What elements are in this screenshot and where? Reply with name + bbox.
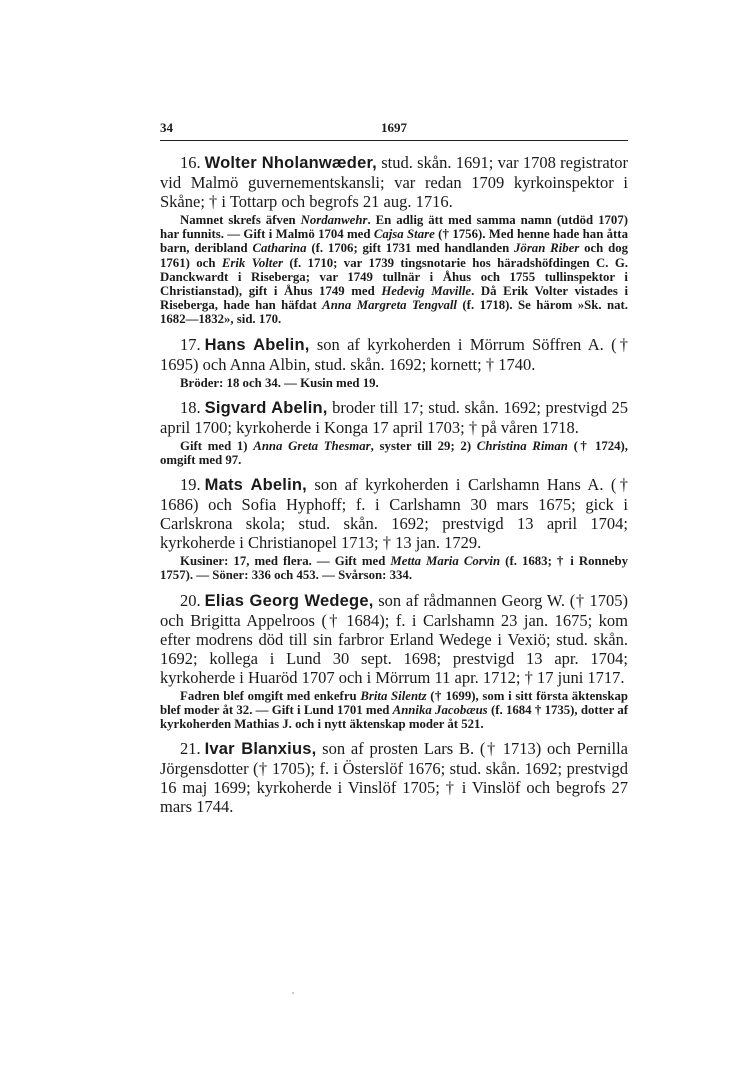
entry-list <box>160 153 628 816</box>
note-italic-name: Christina Riman <box>476 438 568 453</box>
book-page <box>160 118 628 824</box>
note-text: (f. 1710; var 1739 tingsnotarie hos häradshöfdingen C. G. Danckwardt i Riseberga; var 1749 tullnär i Åhus och 1755 tullinspektor i Christianstad), gift i Åhus 1749 med <box>160 255 628 299</box>
entry-name: Sigvard Abelin, <box>204 398 328 417</box>
note-text: († 1724), omgift med 97. <box>160 438 629 468</box>
entry-number: 20. <box>180 590 201 610</box>
entry-note <box>160 376 628 390</box>
note-text: Bröder: 18 och 34. — Kusin med 19. <box>180 375 379 390</box>
note-italic-name: Cajsa Stare <box>373 227 435 242</box>
paper-speck <box>292 992 294 994</box>
entry-number: 21. <box>180 739 201 759</box>
entry-body <box>160 398 628 437</box>
entry <box>160 398 628 467</box>
running-header <box>160 118 628 136</box>
note-italic-name: Annika Jacobæus <box>392 702 488 717</box>
note-text: Fadren blef omgift med enkefru <box>180 688 361 703</box>
entry-note <box>160 439 628 467</box>
note-text: , syster till 29; 2) <box>370 438 477 453</box>
note-italic-name: Jöran Riber <box>514 241 580 256</box>
entry-body <box>160 739 628 816</box>
entry-note <box>160 213 628 327</box>
note-text: (f. 1684 † 1735), dotter af kyrkoherden Mathias J. och i nytt äktenskap moder åt 521. <box>160 702 628 732</box>
entry-number: 16. <box>180 153 201 172</box>
entry-body <box>160 335 628 374</box>
entry-body <box>160 591 628 687</box>
note-text: Kusiner: 17, med flera. — Gift med <box>180 554 391 569</box>
note-italic-name: Erik Volter <box>221 255 284 270</box>
note-text: Namnet skrefs äfven <box>180 213 301 227</box>
note-text: (f. 1706; gift 1731 med handlanden <box>306 241 515 256</box>
entry-body <box>160 475 628 552</box>
entry-name: Mats Abelin, <box>204 476 307 495</box>
note-text: . Då Erik Volter vistades i Riseberga, hade han häfdat <box>160 284 629 313</box>
note-text: († 1699), som i sitt första äktenskap blef moder åt 32. — Gift i Lund 1701 med <box>160 688 628 717</box>
entry <box>160 591 628 732</box>
entry <box>160 153 628 327</box>
note-italic-name: Metta Maria Corvin <box>390 554 501 569</box>
note-text: (f. 1718). Se härom »Sk. nat. 1682—1832», sid. 170. <box>160 298 628 327</box>
entry-text: stud. skån. 1691; var 1708 registrator vid Malmö guvernementskansli; var redan 1709 kyrkoinspektor i Skåne; † i Tottarp och begrofs 21 aug. 1716. <box>160 153 628 211</box>
note-text: och dog 1761) och <box>160 241 628 270</box>
entry-text: son af prosten Lars B. († 1713) och Pernilla Jörgensdotter († 1705); f. i Österslöf 1676; stud. skån. 1692; prestvigd 16 maj 1699; kyrkoherde i Vinslöf 1705; † i Vinslöf och begrofs 27 mars 1744. <box>160 739 628 817</box>
note-italic-name: Brita Silentz <box>360 688 427 703</box>
year-heading: 1697 <box>381 120 407 135</box>
entry-name: Ivar Blanxius, <box>204 740 317 759</box>
page-number: 34 <box>160 120 173 135</box>
entry-note <box>160 554 628 582</box>
note-italic-name: Catharina <box>252 241 307 256</box>
entry-number: 18. <box>180 397 201 417</box>
entry-name: Hans Abelin, <box>204 335 310 354</box>
note-text: . En adlig ätt med samma namn (utdöd 1707) har funnits. — Gift i Malmö 1704 med <box>160 213 628 242</box>
note-text: (f. 1683; † i Ronneby 1757). — Söner: 336 och 453. — Svårson: 334. <box>160 554 628 583</box>
note-text: († 1756). Med henne hade han åtta barn, deribland <box>160 227 628 256</box>
entry-body <box>160 153 628 211</box>
entry-number: 19. <box>180 475 201 495</box>
entry-text: son af kyrkoherden i Carlshamn Hans A. († 1686) och Sofia Hyphoff; f. i Carlshamn 30 mars 1675; gick i Carlskrona skola; stud. skån. 1692; prestvigd 13 april 1704; kyrkoherde i Christianopel 1713; † 13 jan. 1729. <box>160 475 628 553</box>
note-italic-name: Anna Margreta Tengvall <box>322 298 457 313</box>
header-rule <box>160 140 628 141</box>
entry-text: son af rådmannen Georg W. († 1705) och Brigitta Appelroos († 1684); f. i Carlshamn 23 jan. 1675; kom efter modrens död till sin farbror Erland Wedege i Vexiö; stud. skån. 1692; kollega i Lund 30 sept. 1698; prestvigd 13 apr. 1704; kyrkoherde i Huaröd 1707 och i Mörrum 11 apr. 1712; † 17 juni 1717. <box>160 590 628 687</box>
entry <box>160 475 628 582</box>
entry <box>160 335 628 390</box>
entry <box>160 739 628 816</box>
entry-text: broder till 17; stud. skån. 1692; prestvigd 25 april 1700; kyrkoherde i Konga 17 april 1703; † på våren 1718. <box>160 397 628 437</box>
note-italic-name: Hedevig Maville <box>381 284 472 299</box>
entry-text: son af kyrkoherden i Mörrum Söffren A. († 1695) och Anna Albin, stud. skån. 1692; kornett; † 1740. <box>160 334 628 374</box>
note-text: Gift med 1) <box>180 438 254 453</box>
entry-name: Wolter Nholanwæder, <box>204 154 377 172</box>
entry-name: Elias Georg Wedege, <box>204 591 374 610</box>
entry-number: 17. <box>180 334 201 354</box>
entry-note <box>160 689 628 732</box>
note-italic-name: Anna Greta Thesmar <box>253 438 371 453</box>
note-italic-name: Nordanwehr <box>300 213 368 227</box>
